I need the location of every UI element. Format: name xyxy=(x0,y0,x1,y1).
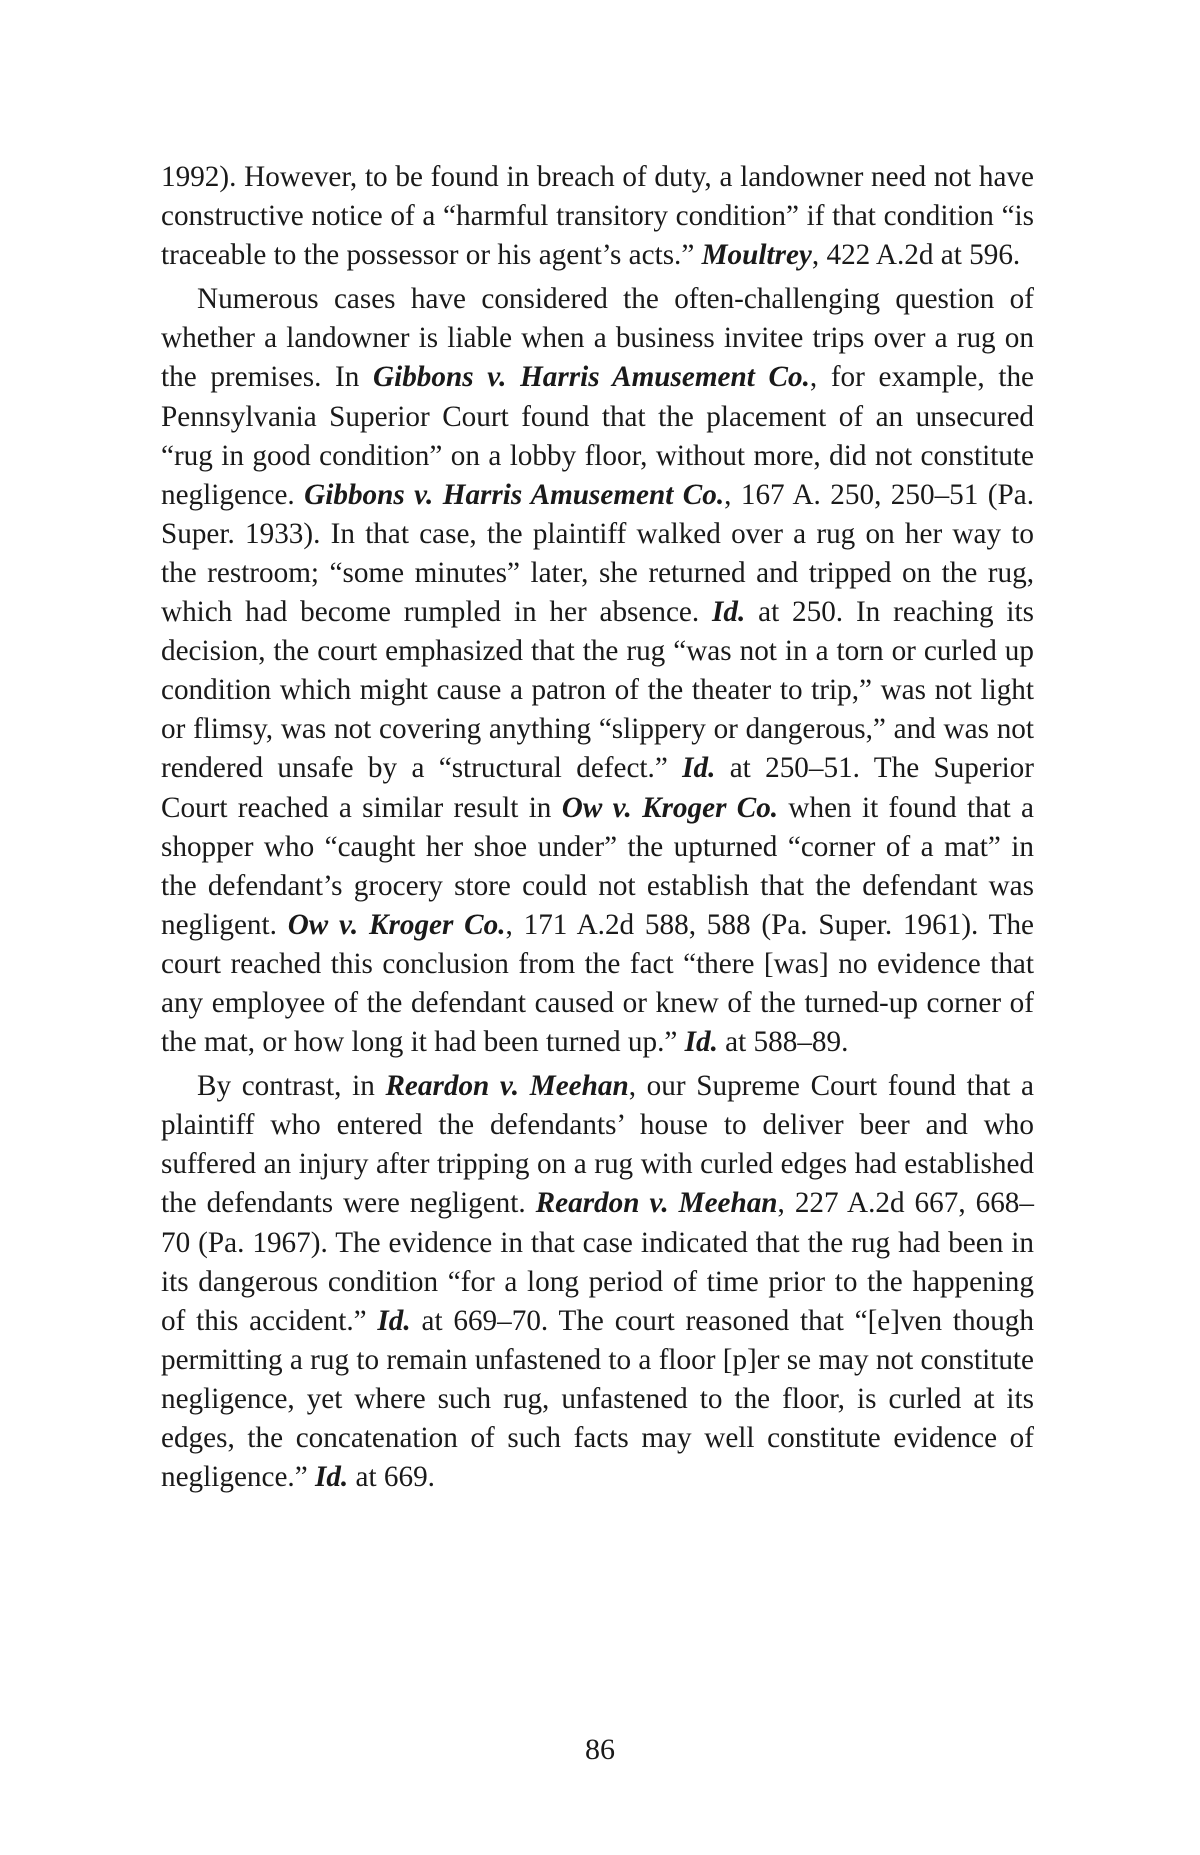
case-citation: Gibbons v. Harris Amusement Co. xyxy=(373,361,810,394)
case-citation: Reardon v. Meehan xyxy=(535,1187,778,1220)
body-text: , our Supreme Court found that a plaintiff who entered the defendants’ house to deliver beer and who suffered an injury after tripping on a rug with curled edges had established the defendants were negligent. xyxy=(161,1070,1034,1220)
body-text: 1992). However, to be found in breach of duty, a landowner need not have constructive notice of a “harmful transitory condition” if that condition “is traceable to the possessor or his agent’s acts.” xyxy=(161,161,1034,272)
case-citation: Ow v. Kroger Co. xyxy=(561,791,779,824)
case-citation: Id. xyxy=(377,1304,411,1337)
body-text: By contrast, in xyxy=(197,1070,386,1103)
body-text: at 250–51. The Superior Court reached a similar result in xyxy=(161,752,1034,824)
case-citation: Id. xyxy=(712,596,746,629)
body-text: , 171 A.2d 588, 588 (Pa. Super. 1961). The court reached this conclusion from the fact “there [was] no evidence that any employee of the defendant caused or knew of the turned-up corner of the mat, or how long it had been turned up.” xyxy=(161,908,1034,1059)
case-citation: Id. xyxy=(682,752,716,785)
case-citation: Id. xyxy=(684,1026,718,1059)
body-text: at 669–70. The court reasoned that “[e]ven though permitting a rug to remain unfastened to a floor [p]er se may not constitute negligence, yet where such rug, unfastened to the floor, is curled at its edges, the concatenation of such facts may well constitute evidence of negligence.” xyxy=(161,1304,1034,1494)
body-paragraph xyxy=(161,158,1034,275)
case-citation: Id. xyxy=(314,1461,349,1494)
case-citation: Ow v. Kroger Co. xyxy=(287,908,506,941)
case-citation: Moultrey xyxy=(701,239,812,272)
body-paragraph xyxy=(161,1067,1034,1497)
body-text: at 669. xyxy=(348,1461,435,1494)
body-text: , 422 A.2d at 596. xyxy=(811,239,1021,272)
body-text: at 250. In reaching its decision, the court emphasized that the rug “was not in a torn or curled up condition which might cause a patron of the theater to trip,” was not light or flimsy, was not covering anything “slippery or dangerous,” and was not rendered unsafe by a “structural defect.” xyxy=(161,596,1034,785)
body-text: , 167 A. 250, 250–51 (Pa. Super. 1933). In that case, the plaintiff walked over a rug on her way to the restroom; “some minutes” later, she returned and tripped on the rug, which had become rumpled in her absence. xyxy=(161,478,1035,629)
page-number: 86 xyxy=(585,1733,615,1766)
body-text: , for example, the Pennsylvania Superior Court found that the placement of an unsecured “rug in good condition” on a lobby floor, without more, did not constitute negligence. xyxy=(161,361,1035,511)
body-text: Numerous cases have considered the often-challenging question of whether a landowner is liable when a business invitee trips over a rug on the premises. In xyxy=(161,283,1034,394)
case-citation: Reardon v. Meehan xyxy=(385,1070,629,1103)
body-text: at 588–89. xyxy=(717,1026,849,1059)
body-paragraph xyxy=(161,280,1034,1062)
case-citation: Gibbons v. Harris Amusement Co. xyxy=(304,478,725,511)
body-text: when it found that a shopper who “caught her shoe under” the upturned “corner of a mat” in the defendant’s grocery store could not establish that the defendant was negligent. xyxy=(161,791,1034,941)
body-text: , 227 A.2d 667, 668–70 (Pa. 1967). The evidence in that case indicated that the rug had been in its dangerous condition “for a long period of time prior to the happening of this accident.” xyxy=(161,1187,1034,1337)
page-body xyxy=(161,158,1034,1497)
